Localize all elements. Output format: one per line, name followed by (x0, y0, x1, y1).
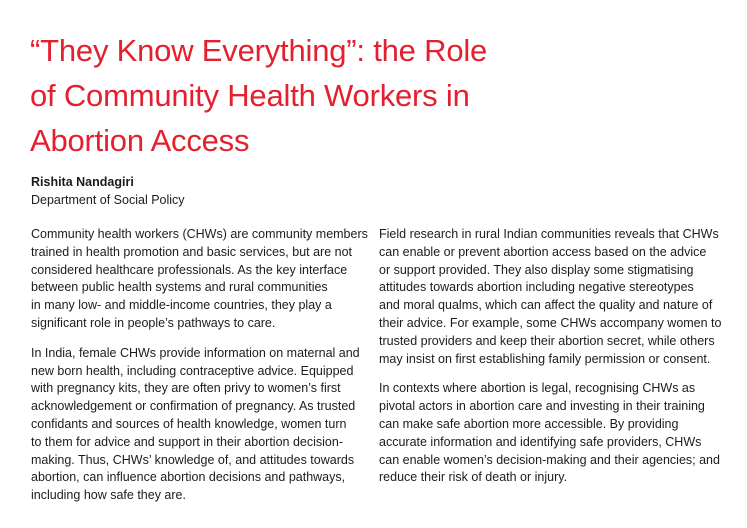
text-line: including how safe they are. (31, 488, 186, 503)
text-line: can enable women’s decision-making and their agencies; and (379, 452, 720, 467)
text-line: Field research in rural Indian communities reveals that CHWs (379, 227, 719, 241)
paragraph (379, 380, 724, 487)
text-line: between public health systems and rural communities (31, 280, 328, 295)
text-line: and moral qualms, which can affect the quality and nature of (379, 298, 713, 313)
paragraph (31, 226, 376, 333)
text-line: making. Thus, CHWs’ knowledge of, and attitudes towards (31, 452, 355, 467)
text-line: can make safe abortion more accessible. By providing (379, 416, 679, 431)
text-line: In contexts where abortion is legal, recognising CHWs as (379, 381, 696, 396)
article-title (30, 28, 590, 163)
text-line: trained in health promotion and basic services, but are not (31, 244, 353, 259)
text-line: new born health, including contraceptive advice. Equipped (31, 363, 354, 378)
text-line: accurate information and identifying safe providers, CHWs (379, 434, 702, 449)
left-column (31, 226, 376, 517)
text-line: acknowledgement or confirmation of pregnancy. As trusted (31, 399, 356, 414)
text-line: their advice. For example, some CHWs accompany women to (379, 315, 722, 330)
text-line: in many low- and middle-income countries, they play a (31, 298, 332, 313)
author-name: Rishita Nandagiri (31, 175, 134, 189)
right-column (379, 226, 724, 499)
text-line: considered healthcare professionals. As the key interface (31, 262, 348, 277)
title-line: of Community Health Workers in (30, 78, 470, 113)
title-line: “They Know Everything”: the Role (30, 33, 488, 68)
author-department: Department of Social Policy (31, 193, 185, 207)
text-line: to them for advice and support in their abortion decision- (31, 434, 343, 449)
paragraph (379, 226, 724, 368)
byline (31, 173, 431, 209)
text-line: confidants and sources of health knowledge, women turn (31, 416, 347, 431)
text-line: trusted providers and keep their abortion secret, while others (379, 333, 715, 348)
text-line: significant role in people’s pathways to care. (31, 315, 276, 330)
text-line: can enable or prevent abortion access based on the advice (379, 244, 707, 259)
title-line: Abortion Access (30, 123, 250, 158)
text-line: may insist on first establishing family permission or consent. (379, 351, 711, 366)
text-line: Community health workers (CHWs) are community members (31, 227, 368, 241)
text-line: attitudes towards abortion including negative stereotypes (379, 280, 694, 295)
text-line: or support provided. They also display some stigmatising (379, 262, 694, 277)
text-line: abortion, can influence abortion decisions and pathways, (31, 470, 346, 485)
text-line: pivotal actors in abortion care and investing in their training (379, 399, 705, 414)
text-line: with pregnancy kits, they are often privy to women’s first (31, 381, 341, 396)
text-line: In India, female CHWs provide information on maternal and (31, 345, 360, 360)
text-line: reduce their risk of death or injury. (379, 470, 568, 485)
paragraph (31, 345, 376, 505)
